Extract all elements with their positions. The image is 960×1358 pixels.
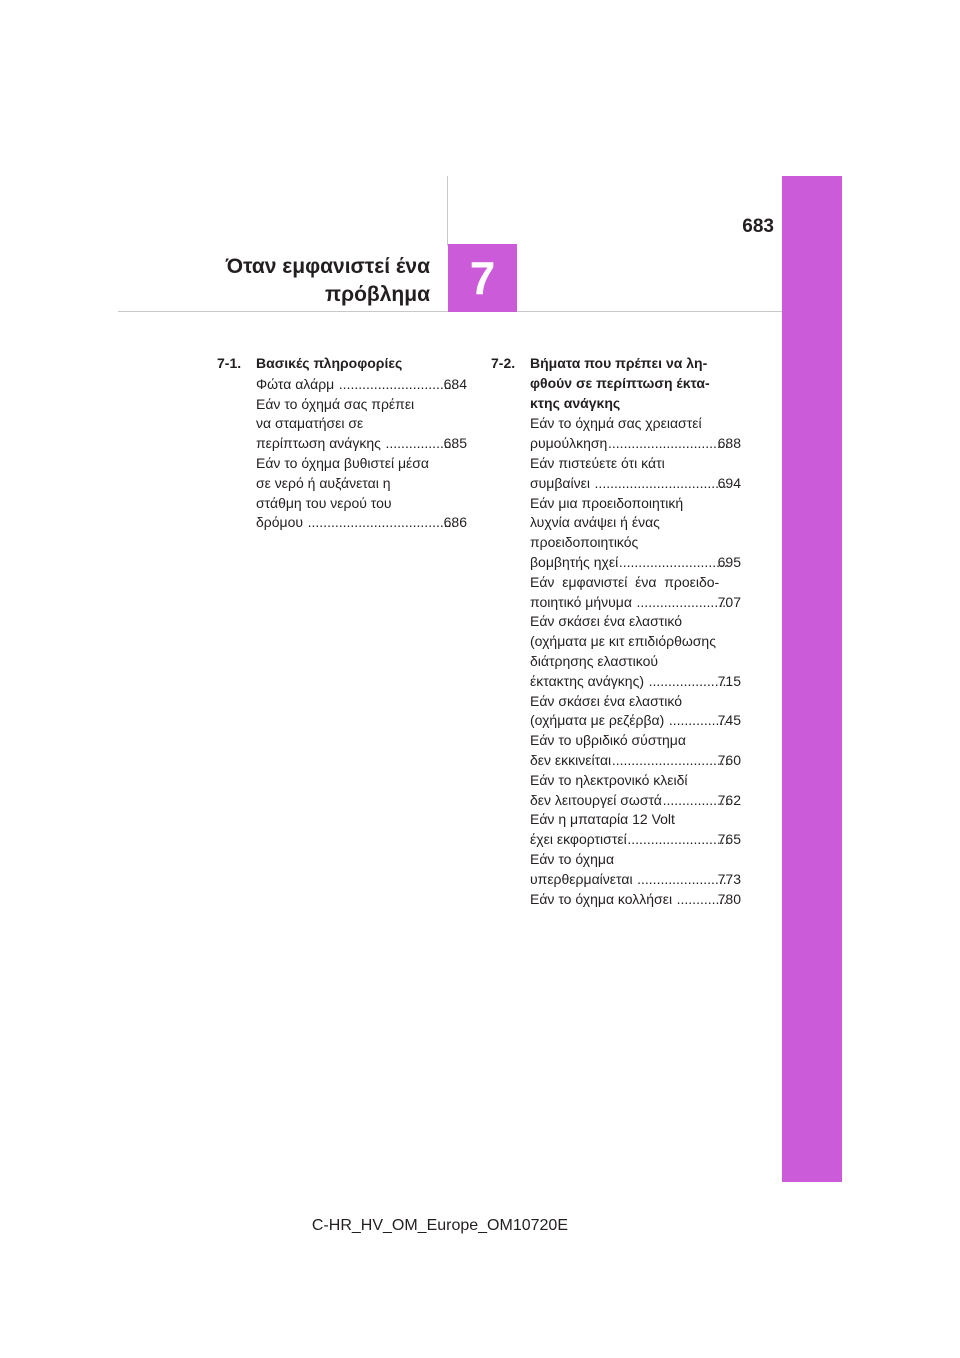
toc-entry[interactable] bbox=[530, 890, 741, 910]
toc-entry[interactable] bbox=[530, 810, 741, 850]
toc-entry[interactable] bbox=[530, 692, 741, 732]
toc-entry-line: (οχήματα με κιτ επιδιόρθωσης bbox=[530, 633, 716, 650]
toc-page-number: 745 bbox=[717, 712, 741, 729]
toc-page-number: 684 bbox=[443, 375, 467, 392]
toc-entry-line: Εάν σκάσει ένα ελαστικό bbox=[530, 692, 683, 709]
header-divider-vertical bbox=[447, 176, 448, 246]
toc-entry-line: Εάν το όχημα κολλήσει bbox=[530, 890, 676, 907]
toc-entry-line: σε νερό ή αυξάνεται η bbox=[256, 474, 391, 491]
section-heading bbox=[217, 354, 467, 374]
toc-entry[interactable] bbox=[530, 573, 741, 613]
toc-entry-line: Φώτα αλάρμ bbox=[256, 375, 339, 392]
document-footer: C-HR_HV_OM_Europe_OM10720E bbox=[311, 1217, 568, 1234]
toc-page-number: 686 bbox=[443, 514, 467, 531]
dot-leader bbox=[636, 870, 727, 890]
chapter-title bbox=[226, 253, 430, 309]
toc-entry-line: δεν λειτουργεί σωστά bbox=[530, 791, 662, 808]
toc-entry-line: να σταματήσει σε bbox=[256, 415, 364, 432]
toc-entry-line: Εάν το ηλεκτρονικό κλειδί bbox=[530, 771, 688, 788]
toc-entry-line: στάθμη του νερού του bbox=[256, 494, 392, 511]
section-title-line: φθούν σε περίπτωση έκτα- bbox=[530, 374, 710, 391]
toc-entry-line: ποιητικό μήνυμα bbox=[530, 593, 636, 610]
section-title-line: Βασικές πληροφορίες bbox=[256, 355, 403, 371]
toc-page-number: 765 bbox=[717, 831, 741, 848]
toc-entry[interactable] bbox=[256, 395, 467, 454]
toc-entry[interactable] bbox=[530, 612, 741, 691]
dot-leader bbox=[307, 513, 454, 533]
toc-entry-line: δεν εκκινείται bbox=[530, 751, 612, 768]
toc-entry-line: βομβητής ηχεί bbox=[530, 553, 619, 570]
toc-entry-line: Εάν εμφανιστεί ένα προειδο- bbox=[530, 573, 720, 590]
toc-entry[interactable] bbox=[530, 850, 741, 890]
toc-entry-line: διάτρησης ελαστικού bbox=[530, 652, 659, 669]
toc-entry[interactable] bbox=[256, 375, 467, 395]
dot-leader bbox=[627, 830, 728, 850]
toc-entry[interactable] bbox=[530, 414, 741, 454]
toc-entry-line: Εάν μια προειδοποιητική bbox=[530, 494, 684, 511]
section-number: 7-2. bbox=[491, 355, 516, 371]
toc-page-number: 780 bbox=[717, 890, 741, 907]
section-title-line: Βήματα που πρέπει να λη- bbox=[530, 355, 708, 371]
toc-entry-line: Εάν το όχημά σας πρέπει bbox=[256, 395, 415, 412]
toc-entry-line: (οχήματα με ρεζέρβα) bbox=[530, 712, 669, 729]
toc-entry-line: Εάν πιστεύετε ότι κάτι bbox=[530, 454, 665, 471]
toc-column-left bbox=[217, 354, 467, 533]
toc-page-number: 707 bbox=[717, 593, 741, 610]
toc-entry-line: προειδοποιητικός bbox=[530, 534, 639, 551]
section-heading bbox=[491, 354, 741, 413]
toc-entry-line: Εάν το όχημα bbox=[530, 850, 615, 867]
toc-entry-line: Εάν το υβριδικό σύστημα bbox=[530, 732, 686, 749]
toc-entry[interactable] bbox=[256, 454, 467, 533]
toc-entry-line: Εάν το όχημα βυθιστεί μέσα bbox=[256, 454, 429, 471]
dot-leader bbox=[648, 672, 728, 692]
toc-entry-line: έχει εκφορτιστεί bbox=[530, 831, 627, 848]
dot-leader bbox=[338, 375, 454, 395]
toc-entry-line: Εάν η μπαταρία 12 Volt bbox=[530, 811, 675, 828]
toc-entry-line: ρυμούλκηση bbox=[530, 435, 608, 452]
toc-entry-line: λυχνία ανάψει ή ένας bbox=[530, 514, 660, 531]
toc-page-number: 694 bbox=[717, 474, 741, 491]
toc-page-number: 762 bbox=[717, 791, 741, 808]
dot-leader bbox=[611, 751, 727, 771]
toc-entry[interactable] bbox=[530, 454, 741, 494]
toc-page-number: 773 bbox=[717, 870, 741, 887]
toc-page-number: 685 bbox=[443, 435, 467, 452]
chapter-number-box: 7 bbox=[448, 244, 517, 312]
toc-page-number: 715 bbox=[717, 672, 741, 689]
toc-page-number: 688 bbox=[717, 435, 741, 452]
chapter-title-line: Όταν εμφανιστεί ένα bbox=[225, 255, 430, 278]
section-title-line: κτης ανάγκης bbox=[530, 394, 621, 411]
page-number: 683 bbox=[742, 216, 774, 237]
toc-entry-line: περίπτωση ανάγκης bbox=[256, 435, 385, 452]
toc-page-number: 760 bbox=[717, 751, 741, 768]
chapter-side-tab bbox=[782, 176, 842, 1182]
chapter-title-line: πρόβλημα bbox=[325, 283, 430, 306]
dot-leader bbox=[618, 553, 727, 573]
toc-entry[interactable] bbox=[530, 771, 741, 811]
toc-entry[interactable] bbox=[530, 731, 741, 771]
toc-entry-line: συμβαίνει bbox=[530, 474, 594, 491]
section-number: 7-1. bbox=[217, 355, 242, 371]
toc-entry-line: δρόμου bbox=[256, 514, 307, 531]
toc-entry-line: Εάν σκάσει ένα ελαστικό bbox=[530, 613, 683, 630]
dot-leader bbox=[594, 474, 728, 494]
toc-column-right bbox=[491, 354, 741, 909]
toc-entry-line: Εάν το όχημά σας χρειαστεί bbox=[530, 415, 702, 432]
toc-entry-line: έκτακτης ανάγκης) bbox=[530, 672, 648, 689]
dot-leader bbox=[607, 434, 727, 454]
dot-leader bbox=[636, 593, 728, 613]
toc-entry[interactable] bbox=[530, 494, 741, 573]
toc-page-number: 695 bbox=[717, 553, 741, 570]
toc-entry-line: υπερθερμαίνεται bbox=[530, 870, 637, 887]
